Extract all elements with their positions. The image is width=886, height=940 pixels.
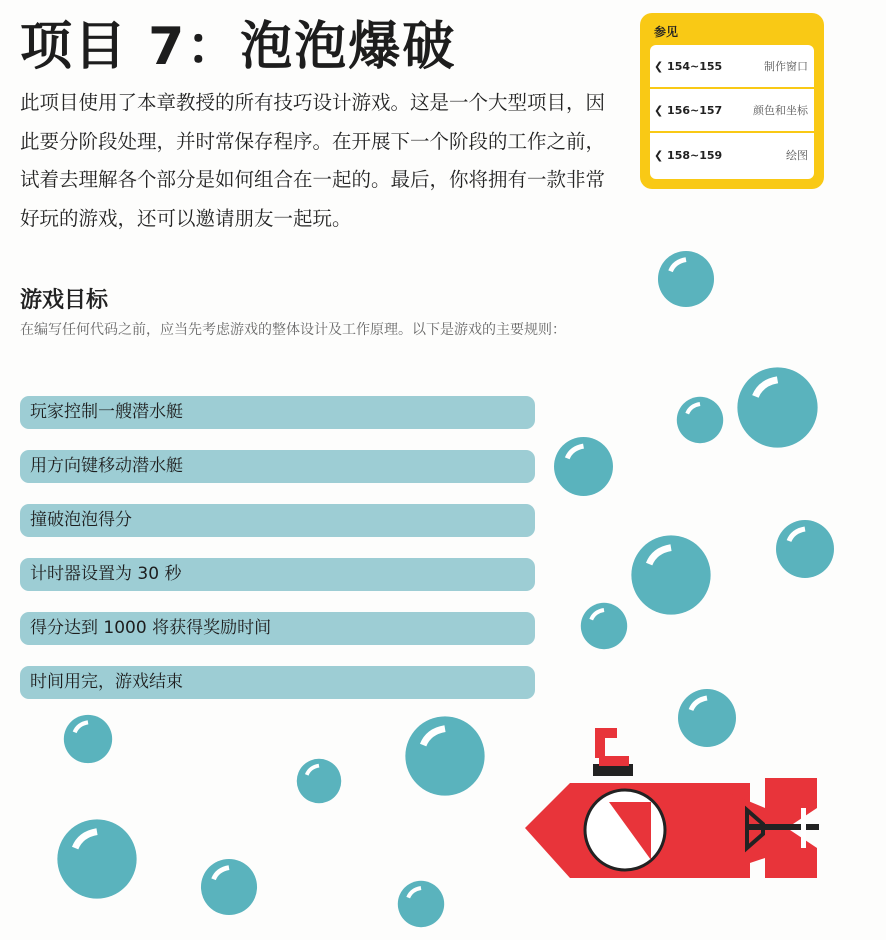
bubble-icon (404, 715, 486, 797)
rule-item: 撞破泡泡得分 (20, 504, 535, 537)
reference-item[interactable] (650, 45, 814, 89)
bubble-icon (736, 366, 819, 449)
reference-item[interactable] (650, 89, 814, 133)
bubble-icon (657, 250, 715, 308)
reference-pages: ❮ 158~159 (654, 148, 723, 162)
reference-item[interactable] (650, 133, 814, 177)
reference-box (640, 13, 824, 189)
bubble-icon (200, 858, 258, 916)
reference-pages: ❮ 156~157 (654, 103, 723, 117)
reference-label: 制作窗口 (764, 60, 808, 73)
bubble-icon (56, 818, 138, 900)
goals-heading: 游戏目标 (20, 288, 109, 313)
reference-label: 绘图 (786, 149, 808, 162)
bubble-icon (580, 602, 628, 650)
bubble-icon (676, 396, 724, 444)
goals-description: 在编写任何代码之前，应当先考虑游戏的整体设计及工作原理。以下是游戏的主要规则： (20, 322, 566, 338)
intro-paragraph: 此项目使用了本章教授的所有技巧设计游戏。这是一个大型项目，因此要分阶段处理，并时常保存程序。在开展下一个阶段的工作之前，试着去理解各个部分是如何组合在一起的。最后，你将拥有一款非常好玩的游戏，还可以邀请朋友一起玩。 (20, 91, 606, 230)
reference-pages: ❮ 154~155 (654, 59, 723, 73)
bubble-icon (630, 534, 712, 616)
rule-item: 用方向键移动潜水艇 (20, 450, 535, 483)
bubble-icon (63, 714, 113, 764)
bubble-icon (397, 880, 445, 928)
rule-item: 得分达到 1000 将获得奖励时间 (20, 612, 535, 645)
submarine-icon (525, 728, 820, 918)
bubble-icon (296, 758, 342, 804)
rule-item: 玩家控制一艘潜水艇 (20, 396, 535, 429)
rule-item: 计时器设置为 30 秒 (20, 558, 535, 591)
page-title: 项目 7：泡泡爆破 (20, 17, 457, 77)
reference-label: 颜色和坐标 (753, 104, 808, 117)
rule-item: 时间用完，游戏结束 (20, 666, 535, 699)
reference-title: 参见 (654, 25, 679, 39)
bubble-icon (775, 519, 835, 579)
reference-list (650, 45, 814, 179)
bubble-icon (553, 436, 614, 497)
